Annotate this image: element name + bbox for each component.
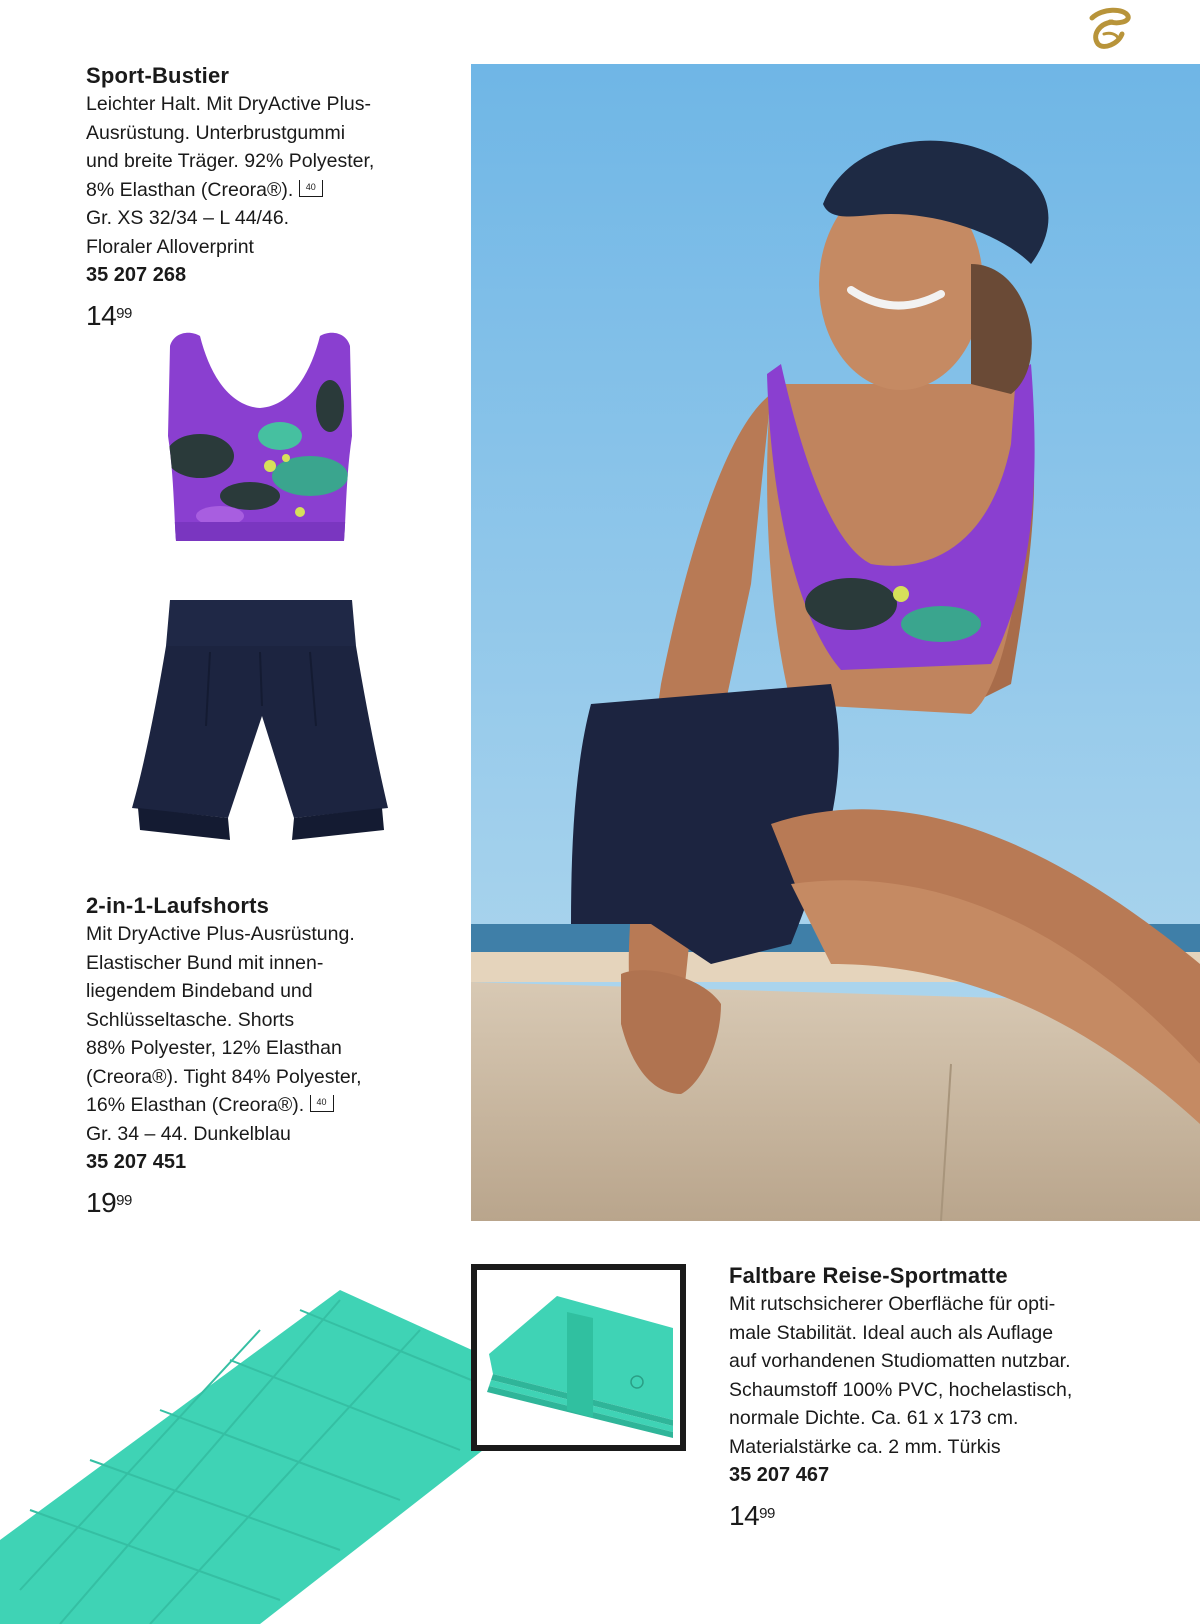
product-title: Sport-Bustier [86,63,230,88]
bustier-product-image [160,326,360,544]
description-line: normale Dichte. Ca. 61 x 173 cm. [729,1407,1019,1429]
price-main: 19 [86,1187,117,1218]
product-reise-sportmatte [729,1262,1189,1531]
product-title: Faltbare Reise-Sportmatte [729,1263,1008,1288]
description-line: (Creora®). Tight 84% Polyester, [86,1065,362,1088]
description-line: male Stabilität. Ideal auch als Auflage [729,1321,1054,1344]
product-sport-bustier [86,62,446,331]
article-number: 35 207 467 [729,1464,830,1486]
price [86,1188,446,1218]
description-line: Ausrüstung. Unterbrustgummi [86,121,346,144]
description-line: Gr. 34 – 44. Dunkelblau [86,1122,291,1145]
description-line [86,1091,446,1120]
wash-40-icon: 40 [299,180,323,197]
article-number: 35 207 268 [86,264,187,286]
description-line: auf vorhandenen Studiomatten nutzbar. [729,1350,1071,1372]
price-cents: 99 [759,1505,775,1522]
shorts-product-image [130,596,392,846]
description-line: Mit rutschsicherer Oberfläche für opti- [729,1293,1056,1315]
mat-folded-image [471,1264,686,1451]
price-cents: 99 [116,305,132,322]
brand-logo-icon [1084,4,1134,52]
description-line: Leichter Halt. Mit DryActive Plus- [86,93,371,115]
description-line: Elastischer Bund mit innen- [86,951,324,974]
description-line: Mit DryActive Plus-Ausrüstung. [86,923,355,945]
price-main: 14 [86,300,117,331]
description-line-text: 8% Elasthan (Creora®). [86,178,294,201]
description-line: liegendem Bindeband und [86,980,313,1002]
description-line: Floraler Alloverprint [86,235,254,258]
article-number: 35 207 451 [86,1151,187,1173]
wash-40-icon: 40 [310,1095,334,1112]
hero-photo [471,64,1200,1221]
product-laufshorts [86,892,446,1218]
description-line [86,176,446,205]
product-title: 2-in-1-Laufshorts [86,893,270,918]
price-main: 14 [729,1500,760,1531]
description-line: Schaumstoff 100% PVC, hochelastisch, [729,1378,1073,1401]
description-line: Materialstärke ca. 2 mm. Türkis [729,1435,1001,1458]
description-line-text: 16% Elasthan (Creora®). [86,1094,305,1116]
price [729,1501,1189,1531]
price-cents: 99 [116,1192,132,1209]
description-line: Gr. XS 32/34 – L 44/46. [86,207,290,229]
description-line: 88% Polyester, 12% Elasthan [86,1037,342,1059]
description-line: Schlüsseltasche. Shorts [86,1008,295,1031]
description-line: und breite Träger. 92% Polyester, [86,150,375,172]
